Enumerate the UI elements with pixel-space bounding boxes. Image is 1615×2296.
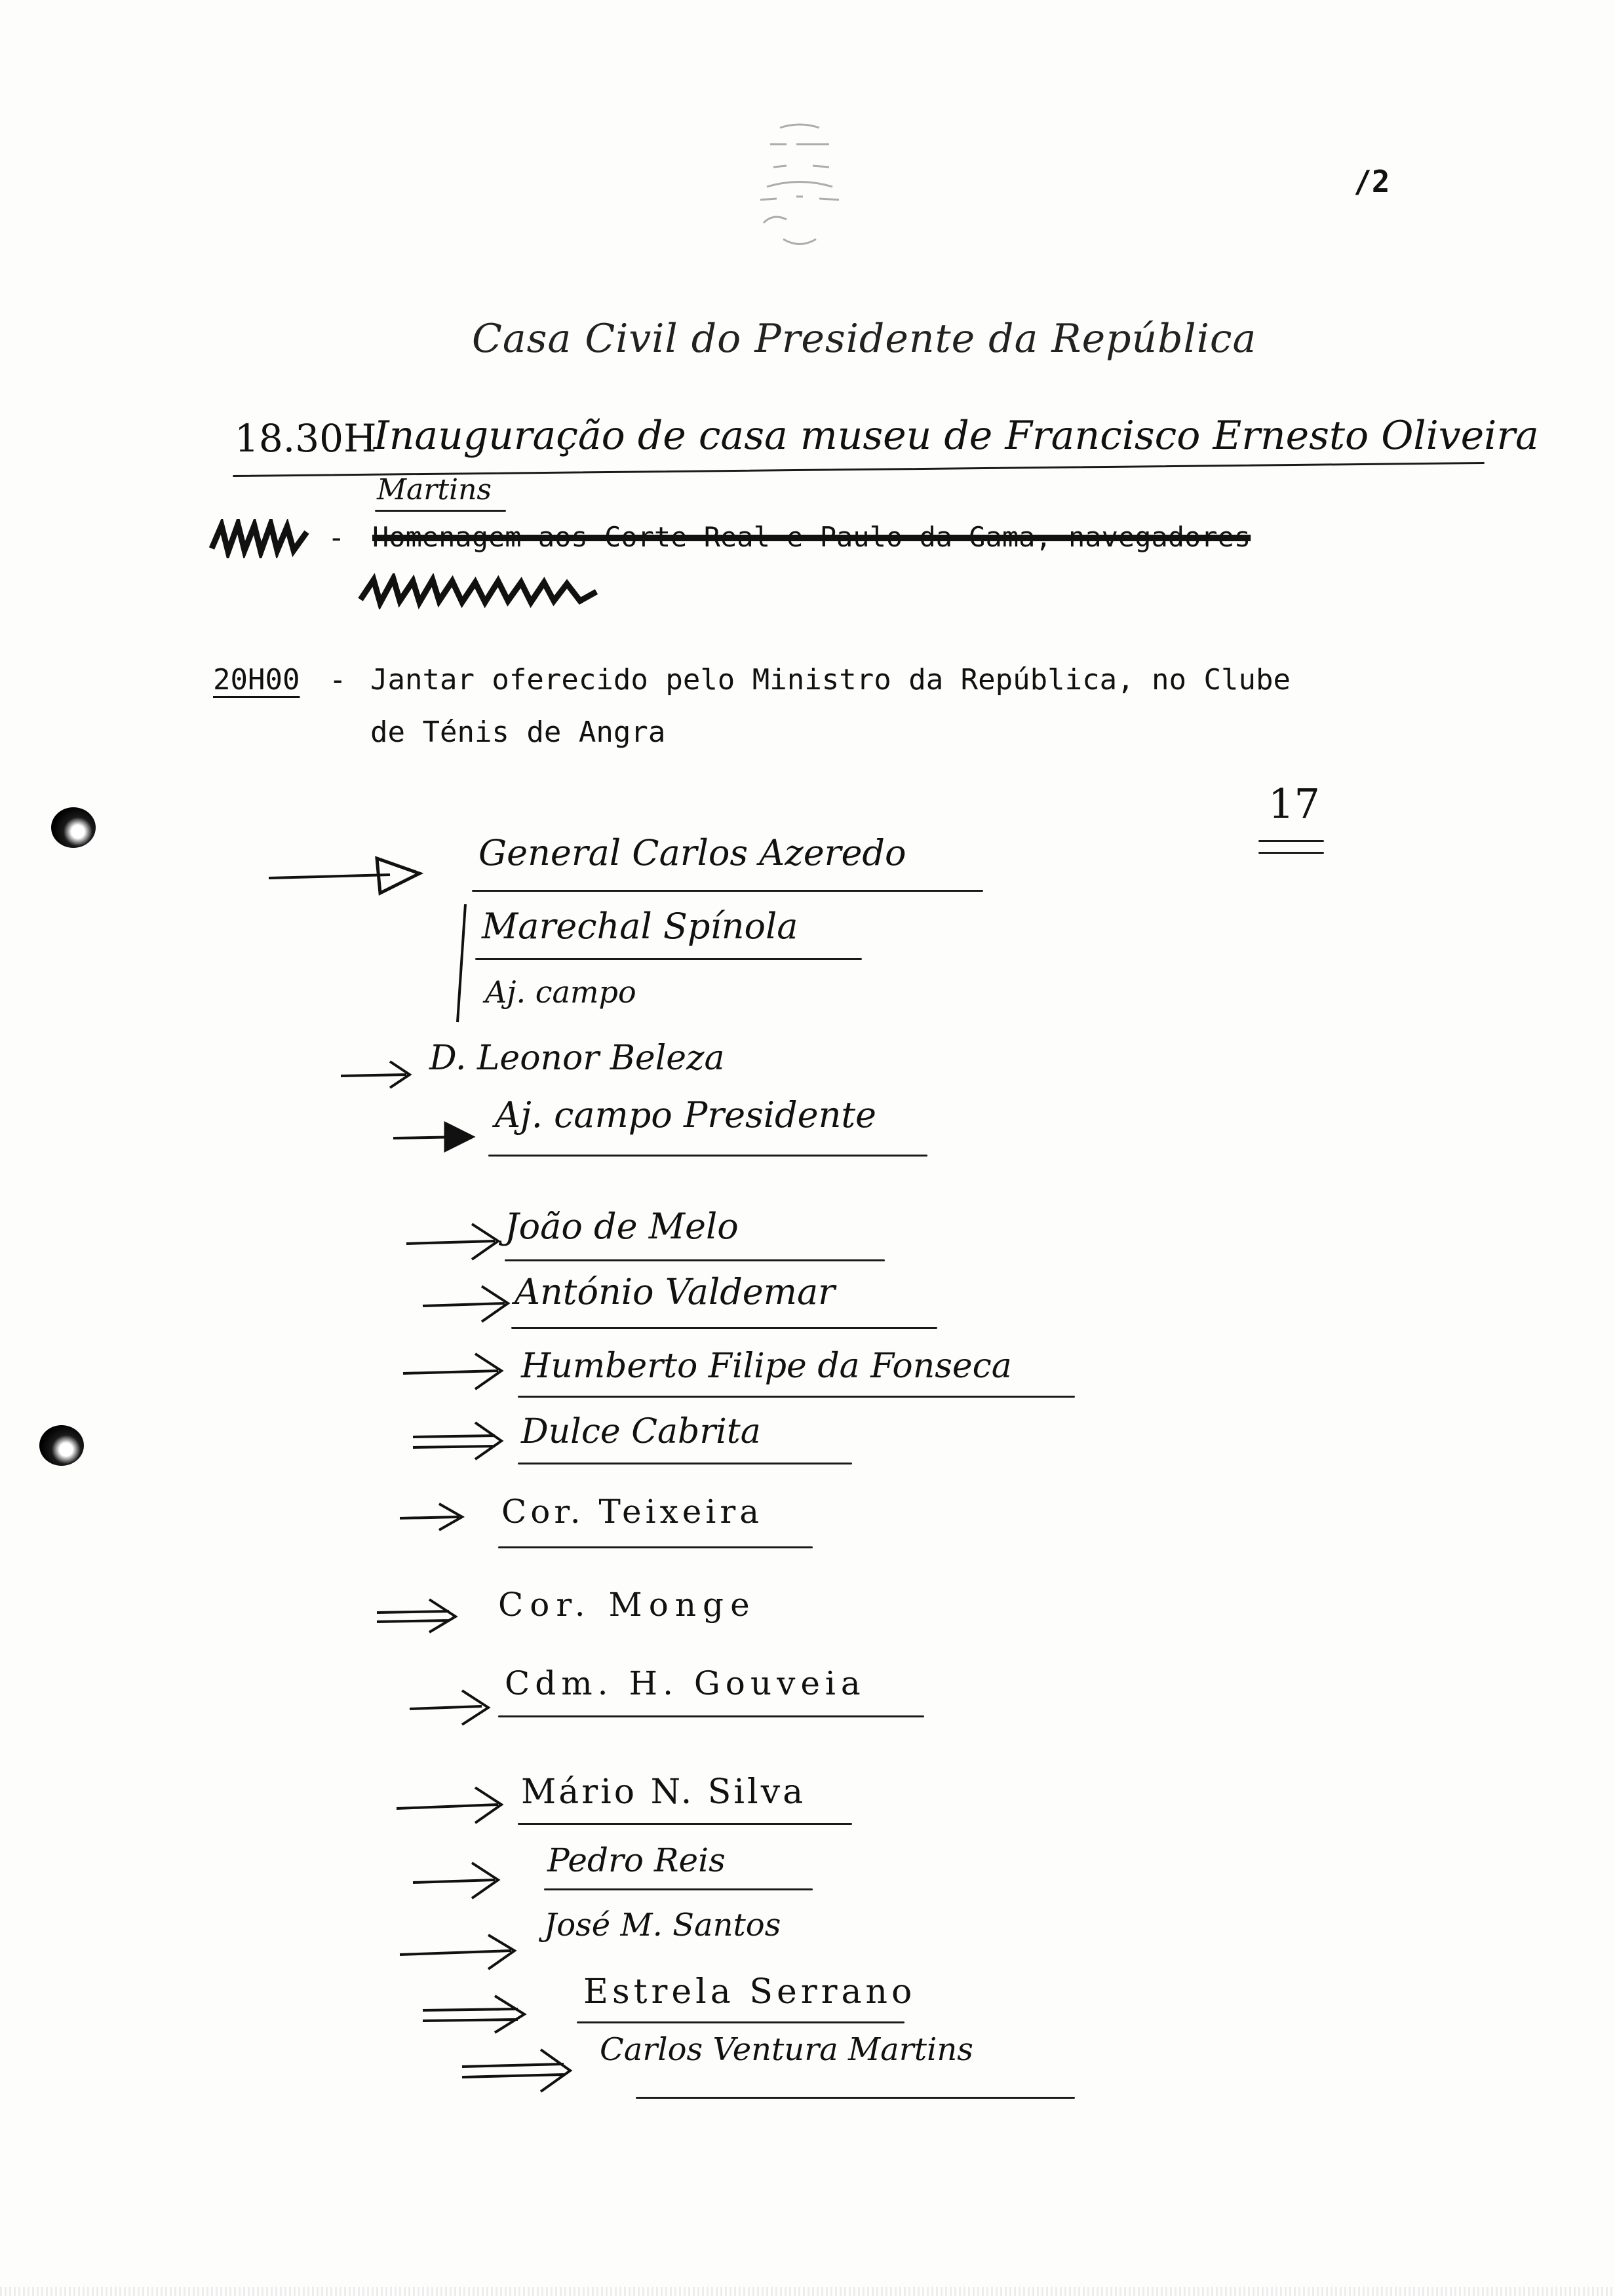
guest-3: Aj. campo (485, 974, 636, 1010)
entry-2000-time: 20H00 (213, 663, 300, 697)
punch-hole-bottom (39, 1425, 84, 1466)
guest-5: Aj. campo Presidente (495, 1094, 877, 1136)
guest-10-underline (498, 1546, 813, 1548)
guest-1: General Carlos Azeredo (478, 832, 906, 873)
punch-hole-top (51, 807, 96, 848)
guest-10: Cor. Teixeira (501, 1493, 764, 1531)
guest-15: José M. Santos (544, 1907, 781, 1943)
guest-7: António Valdemar (515, 1271, 835, 1312)
arrow-icon (338, 1055, 416, 1094)
entry-1830-line1: Inauguração de casa museu de Francisco Ernesto Oliveira (374, 413, 1539, 459)
guest-6: João de Melo (505, 1206, 739, 1247)
arrow-icon (390, 1117, 482, 1157)
guest-9: Dulce Cabrita (521, 1412, 761, 1451)
guest-17: Carlos Ventura Martins (600, 2031, 973, 2068)
scribble-mark-2 (357, 573, 600, 609)
entry-2000-line1: Jantar oferecido pelo Ministro da República, no Clube (370, 663, 1291, 697)
arrow-icon (403, 1219, 508, 1265)
count-underline-2 (1258, 852, 1324, 854)
page-number: /2 (1353, 164, 1390, 199)
entry-2000-line2: de Ténis de Angra (370, 716, 666, 749)
arrow-icon (419, 1992, 537, 2038)
arrow-icon (393, 1782, 511, 1828)
guest-16: Estrela Serrano (583, 1972, 916, 2012)
arrow-icon (410, 1858, 508, 1904)
guest-8: Humberto Filipe da Fonseca (521, 1347, 1012, 1386)
guest-5-underline (488, 1155, 927, 1157)
arrow-icon (419, 1281, 518, 1327)
count-underline-1 (1258, 840, 1324, 842)
arrow-icon (374, 1596, 465, 1635)
guest-9-underline (518, 1463, 852, 1464)
emblem-icon (734, 115, 865, 259)
entry-1830-time: 18.30H (235, 416, 377, 461)
guest-2-underline (475, 958, 862, 960)
arrow-icon (410, 1419, 515, 1464)
guest-8-underline (518, 1396, 1075, 1398)
entry-1830-line2-underline (375, 510, 506, 512)
scribble-mark (208, 519, 313, 558)
guest-6-underline (505, 1259, 885, 1261)
guest-4: D. Leonor Beleza (429, 1039, 725, 1078)
bracket-line (452, 901, 472, 1025)
guest-2: Marechal Spínola (482, 906, 798, 947)
struck-dash: - (328, 521, 345, 554)
guest-12: Cdm. H. Gouveia (505, 1664, 866, 1702)
guest-17-underline (636, 2097, 1075, 2099)
arrow-icon (406, 1684, 498, 1730)
entry-2000-dash: - (329, 663, 347, 697)
entry-1830-line2: Martins (377, 473, 492, 507)
arrow-icon (400, 1350, 511, 1396)
guest-14: Pedro Reis (547, 1841, 726, 1879)
guest-7-underline (511, 1327, 937, 1329)
guest-12-underline (498, 1715, 924, 1717)
struck-entry-text: Homenagem aos Corte Real e Paulo da Gama, navegadores (372, 521, 1251, 553)
guest-1-underline (472, 890, 983, 892)
guest-14-underline (544, 1888, 813, 1890)
arrow-icon (397, 1497, 469, 1537)
scan-edge (0, 2287, 1615, 2296)
guest-13: Mário N. Silva (521, 1772, 806, 1812)
guest-16-underline (577, 2021, 905, 2023)
arrow-icon (265, 849, 426, 901)
letterhead: Casa Civil do Presidente da República (472, 316, 1257, 362)
arrow-icon (397, 1930, 528, 1976)
guest-11: Cor. Monge (498, 1586, 756, 1624)
count-annotation: 17 (1268, 780, 1320, 828)
arrow-icon (459, 2044, 583, 2097)
guest-13-underline (518, 1823, 852, 1825)
